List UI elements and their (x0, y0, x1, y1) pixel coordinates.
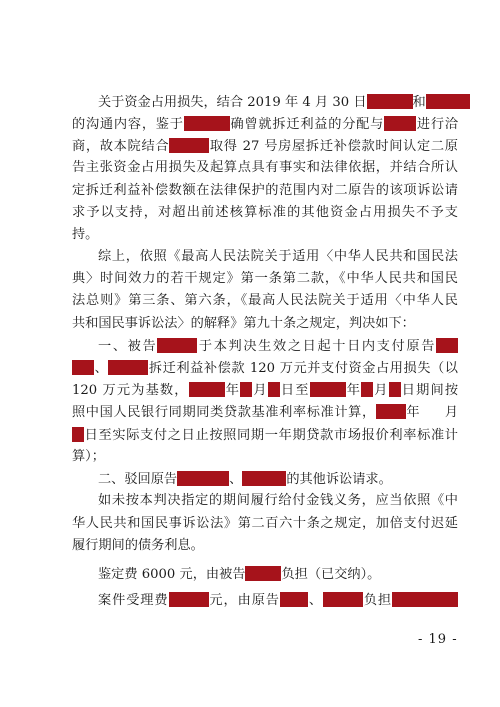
text-span: 负担（已交纳）。 (281, 567, 381, 582)
redaction-box (72, 360, 94, 375)
p3-line-2 (72, 360, 458, 376)
text-span: 负担 (362, 593, 393, 608)
p1-line-5: 定拆迁利益补偿数额在法律保护的范围内对二原告的该项诉讼请 (72, 183, 458, 198)
text-span: 鉴定费 6000 元，由被告 (98, 567, 246, 582)
text-span: 于本判决生效之日起十日内支付原告 (197, 339, 437, 354)
p2-line-2: 典〉时间效力的若干规定》第一条第二款，《中华人民共和国民 (72, 271, 458, 286)
redaction-box (157, 338, 197, 353)
p1-line-1 (98, 94, 458, 110)
p2-line-3: 法总则》第三条、第六条，《最高人民法院关于适用〈中华人民 (72, 293, 458, 308)
p2-line-1: 综上，依照《最高人民法院关于适用〈中华人民共和国民法 (98, 249, 458, 264)
text-span: 年 (405, 405, 421, 420)
redaction-box (169, 138, 209, 153)
redaction-box (177, 471, 229, 486)
p1-line-3 (72, 138, 458, 154)
redaction-box (389, 382, 401, 397)
p1-line-6: 求予以支持，对超出前述核算标准的其他资金占用损失不予支 (72, 205, 458, 220)
p3-line-5 (72, 427, 458, 443)
text-span: 关于资金占用损失，结合 2019 年 4 月 30 日 (98, 95, 367, 110)
text-span: 的沟通内容，鉴于 (72, 117, 184, 132)
text-span: 日期间按 (400, 383, 459, 398)
text-span: 案件受理费 (98, 593, 169, 608)
redaction-box (108, 360, 148, 375)
redaction-box (245, 566, 281, 581)
page-number: - 19 - (418, 632, 458, 647)
text-span: 照中国人民银行同期同类贷款基准利率标准计算， (72, 405, 376, 420)
text-span: 的其他诉讼请求。 (286, 472, 392, 487)
p5-line-2: 华人民共和国民事诉讼法》第二百六十条之规定，加倍支付迟延 (72, 516, 458, 531)
redaction-box (240, 382, 252, 397)
text-span: 商，故本院结合 (72, 139, 170, 154)
redaction-box (384, 116, 416, 131)
text-span: 年 (224, 383, 241, 398)
text-span: 取得 27 号房屋拆迁补偿款时间认定二原 (209, 139, 458, 154)
text-span: 月 (373, 383, 389, 398)
p5-line-3: 履行期间的债务利息。 (72, 538, 204, 553)
p3-line-6: 算）； (72, 449, 105, 464)
p3-line-3 (72, 382, 458, 398)
p4-line-1 (98, 471, 458, 487)
text-span: 进行洽 (416, 117, 459, 132)
text-span: 元，由原告 (208, 593, 280, 608)
text-span: 确曾就拆迁利益的分配与 (229, 117, 385, 132)
redaction-box (426, 94, 470, 109)
text-span: 、 (307, 593, 323, 608)
redaction-box (242, 471, 286, 486)
redaction-box (436, 338, 458, 353)
p3-line-4 (72, 404, 458, 420)
p5-line-1: 如未按本判决指定的期间履行给付金钱义务，应当依照《中 (98, 493, 458, 508)
text-span: 和 (412, 95, 426, 110)
redaction-box (189, 382, 225, 397)
p2-line-4: 共和国民事诉讼法〉的解释》第九十条之规定，判决如下： (72, 316, 415, 331)
text-span: 、 (94, 361, 109, 376)
text-span: 、 (229, 472, 243, 487)
p3-line-1 (98, 338, 458, 354)
p1-line-4: 告主张资金占用损失及起算点具有事实和法律依据，并结合所认 (72, 160, 458, 175)
text-span: 月 (252, 383, 268, 398)
redaction-box (184, 116, 230, 131)
text-span: 二、驳回原告 (98, 472, 178, 487)
text-span: 一、被告 (98, 339, 158, 354)
redaction-box (169, 592, 209, 607)
text-span: 日至实际支付之日止按照同期一年期贷款市场报价利率标准计 (84, 428, 458, 443)
redaction-box (392, 592, 458, 607)
redaction-box (323, 592, 363, 607)
p7-line-1 (98, 592, 458, 608)
text-span: 月 (444, 405, 459, 420)
p6-line-1 (98, 566, 458, 582)
p1-line-2 (72, 116, 458, 132)
p1-line-7: 持。 (72, 227, 99, 242)
redaction-box (72, 427, 84, 442)
text-span: 拆迁利益补偿款 120 万元并支付资金占用损失（以 (148, 361, 458, 376)
text-span: 年 (345, 383, 362, 398)
redaction-box (361, 382, 373, 397)
spacer (420, 404, 444, 419)
text-span: 日至 (279, 383, 310, 398)
text-span: 120 万元为基数， (72, 383, 189, 398)
redaction-box (280, 592, 308, 607)
redaction-box (268, 382, 280, 397)
redaction-box (310, 382, 346, 397)
redaction-box (376, 404, 406, 419)
redaction-box (367, 94, 413, 109)
